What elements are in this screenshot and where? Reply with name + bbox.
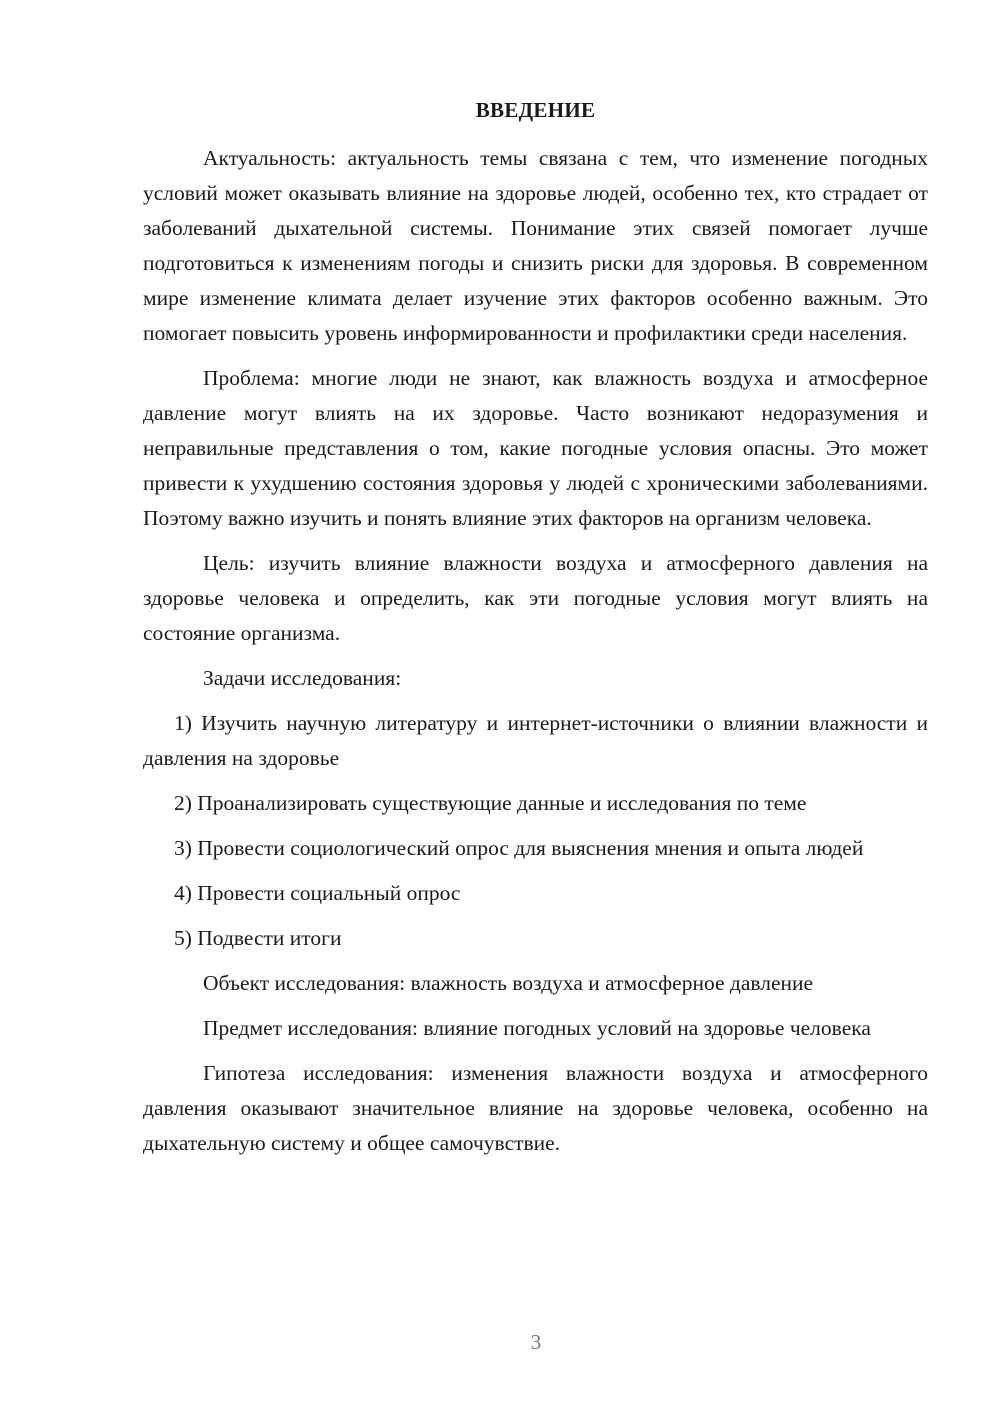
problem-paragraph: Проблема: многие люди не знают, как влажность воздуха и атмосферное давление могут влиять на их здоровье. Часто возникают недоразумения и неправильные представления о том, какие погодные условия опасны. Это может привести к ухудшению состояния здоровья у людей с хроническими заболеваниями. Поэтому важно изучить и понять влияние этих факторов на организм человека. — [143, 366, 928, 530]
relevance-paragraph: Актуальность: актуальность темы связана с тем, что изменение погодных условий может оказывать влияние на здоровье людей, особенно тех, кто страдает от заболеваний дыхательной системы. Понимание этих связей помогает лучше подготовиться к изменениям погоды и снизить риски для здоровья. В современном мире изменение климата делает изучение этих факторов особенно важным. Это помогает повысить уровень информированности и профилактики среди населения. — [143, 146, 928, 345]
object-paragraph: Объект исследования: влажность воздуха и атмосферное давление — [203, 971, 814, 995]
section-heading: ВВЕДЕНИЕ — [475, 98, 596, 122]
task-item-4: 4) Провести социальный опрос — [174, 881, 461, 905]
document-page — [143, 95, 928, 1171]
task-item-2: 2) Проанализировать существующие данные и исследования по теме — [174, 791, 807, 815]
task-item-5: 5) Подвести итоги — [174, 926, 342, 950]
task-item-3: 3) Провести социологический опрос для выяснения мнения и опыта людей — [174, 836, 864, 860]
hypothesis-paragraph: Гипотеза исследования: изменения влажности воздуха и атмосферного давления оказывают значительное влияние на здоровье человека, особенно на дыхательную систему и общее самочувствие. — [143, 1061, 928, 1155]
page-number: 3 — [530, 1330, 542, 1354]
task-item-1: 1) Изучить научную литературу и интернет-источники о влиянии влажности и давления на здоровье — [143, 711, 928, 770]
goal-paragraph: Цель: изучить влияние влажности воздуха и атмосферного давления на здоровье человека и определить, как эти погодные условия могут влиять на состояние организма. — [143, 551, 928, 645]
subject-paragraph: Предмет исследования: влияние погодных условий на здоровье человека — [203, 1016, 871, 1040]
tasks-title: Задачи исследования: — [203, 666, 402, 690]
